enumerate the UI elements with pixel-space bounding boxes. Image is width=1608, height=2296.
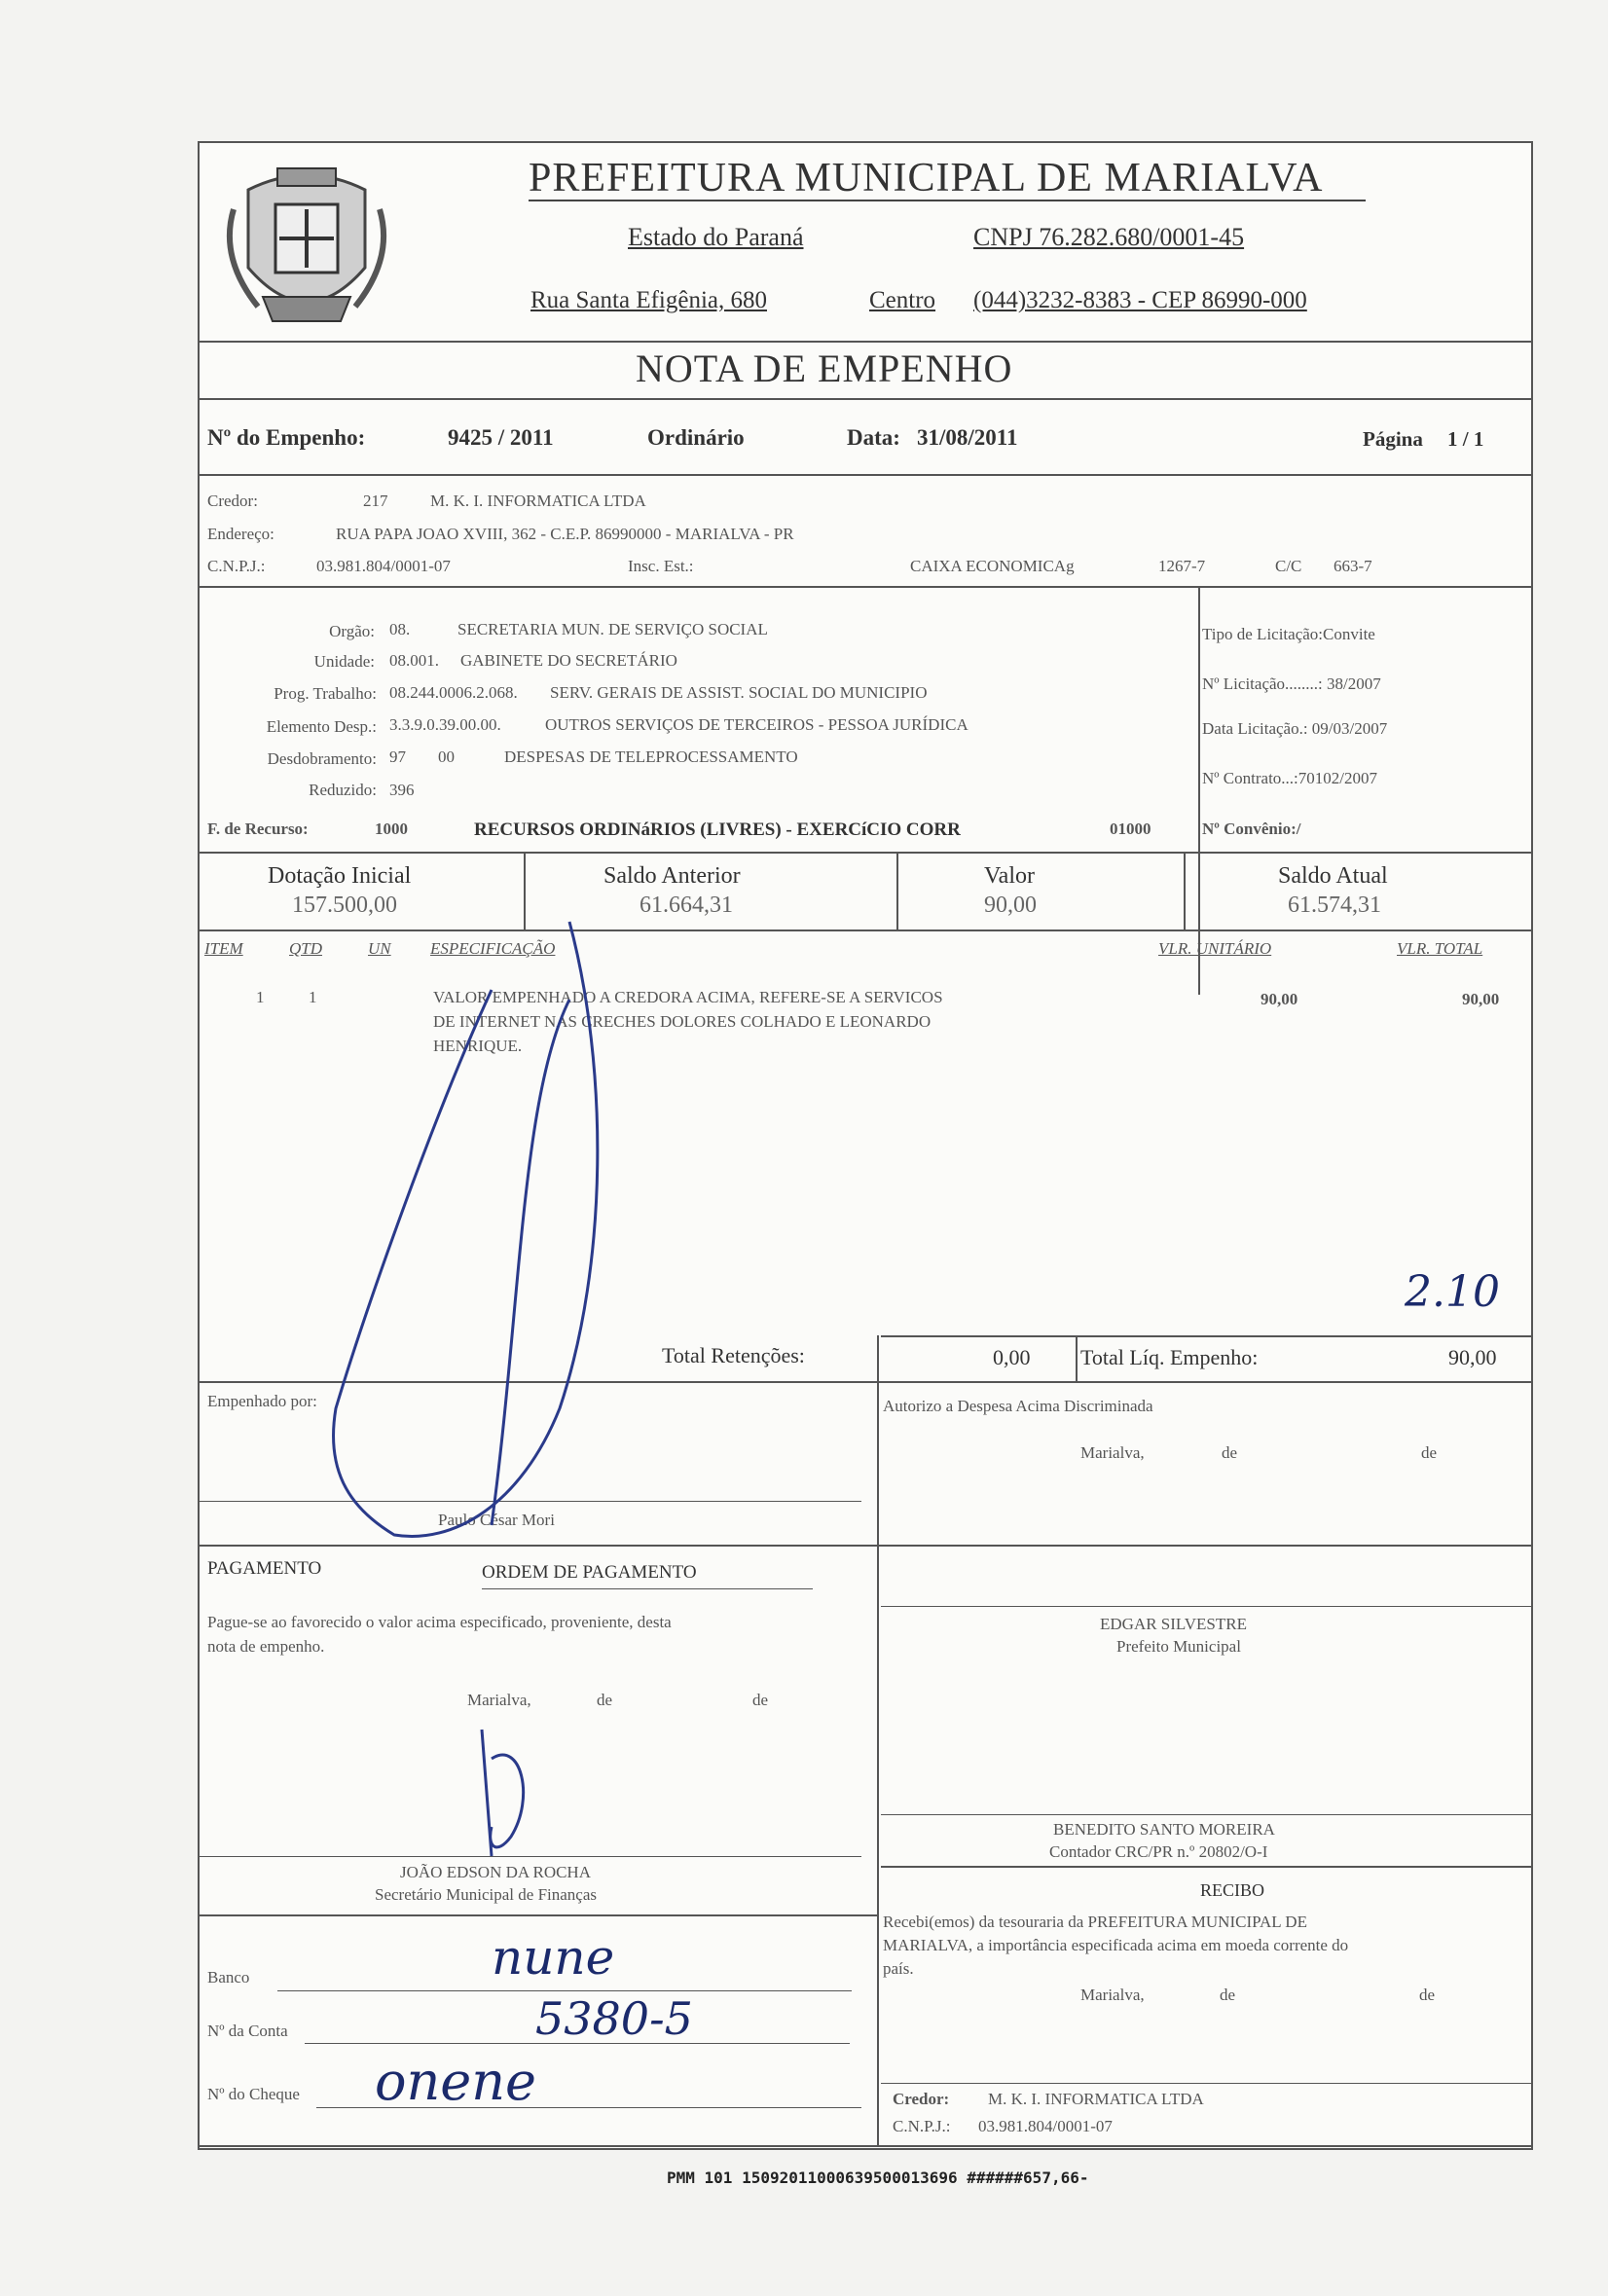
banco-handwritten: nune bbox=[492, 1929, 615, 1986]
item-description-line3: HENRIQUE. bbox=[433, 1037, 523, 1055]
saldo-anterior-value: 61.664,31 bbox=[640, 893, 733, 918]
total-liquido-label: Total Líq. Empenho: bbox=[1080, 1345, 1259, 1369]
unidade-label: Unidade: bbox=[313, 652, 375, 671]
prog-trabalho-code: 08.244.0006.2.068. bbox=[389, 683, 518, 702]
numero-licitacao: Nº Licitação........: 38/2007 bbox=[1202, 674, 1381, 693]
secretario-role: Secretário Municipal de Finanças bbox=[375, 1885, 598, 1904]
item-description-line2: DE INTERNET NAS CRECHES DOLORES COLHADO E LEONARDO bbox=[433, 1012, 932, 1031]
tipo-licitacao: Tipo de Licitação:Convite bbox=[1202, 625, 1375, 643]
conta-handwritten: 5380-5 bbox=[535, 1992, 693, 2045]
elemento-despesa-label: Elemento Desp.: bbox=[266, 717, 377, 736]
footer-code: PMM 101 15092011000639500013696 ######657,66- bbox=[667, 2168, 1089, 2187]
fonte-recurso-name: RECURSOS ORDINáRIOS (LIVRES) - EXERCíCIO CORR bbox=[474, 820, 961, 840]
page-number: 1 / 1 bbox=[1447, 427, 1484, 451]
orgao-code: 08. bbox=[389, 620, 411, 638]
cheque-label: Nº do Cheque bbox=[207, 2085, 300, 2103]
item-quantity: 1 bbox=[309, 988, 317, 1006]
fonte-recurso-code: 1000 bbox=[375, 820, 408, 838]
recibo-title: RECIBO bbox=[1200, 1880, 1265, 1900]
valor-label: Valor bbox=[984, 863, 1035, 889]
municipal-coat-of-arms-icon bbox=[209, 151, 404, 346]
recibo-de-1: de bbox=[1220, 1986, 1236, 2004]
total-retencoes-label: Total Retenções: bbox=[662, 1343, 805, 1367]
fonte-recurso-number: 01000 bbox=[1110, 820, 1151, 838]
credor-address: RUA PAPA JOAO XVIII, 362 - C.E.P. 86990000 - MARIALVA - PR bbox=[336, 525, 794, 543]
cheque-handwritten: onene bbox=[375, 2051, 536, 2112]
handwritten-note: 2.10 bbox=[1405, 1267, 1500, 1317]
pagamento-de-2: de bbox=[752, 1691, 769, 1709]
empenhado-por-name: Paulo César Mori bbox=[438, 1511, 555, 1529]
recibo-de-2: de bbox=[1419, 1986, 1436, 2004]
elemento-despesa-name: OUTROS SERVIÇOS DE TERCEIROS - PESSOA JURÍDICA bbox=[545, 715, 968, 734]
recibo-credor-value: M. K. I. INFORMATICA LTDA bbox=[988, 2090, 1204, 2108]
valor-value: 90,00 bbox=[984, 893, 1037, 918]
dotacao-inicial-value: 157.500,00 bbox=[292, 893, 397, 918]
column-valor-unitario: VLR. UNITÁRIO bbox=[1158, 939, 1272, 958]
prefeito-role: Prefeito Municipal bbox=[1116, 1637, 1241, 1656]
orgao-label: Orgão: bbox=[329, 622, 375, 640]
credor-cnpj-label: C.N.P.J.: bbox=[207, 557, 266, 575]
pagamento-label: PAGAMENTO bbox=[207, 1558, 322, 1579]
empenho-type: Ordinário bbox=[647, 425, 745, 450]
credor-agency: 1267-7 bbox=[1158, 557, 1206, 575]
credor-cnpj: 03.981.804/0001-07 bbox=[316, 557, 451, 575]
banco-label: Banco bbox=[207, 1968, 250, 1986]
empenhado-por-label: Empenhado por: bbox=[207, 1392, 317, 1410]
saldo-atual-value: 61.574,31 bbox=[1288, 893, 1381, 918]
recibo-cnpj-label: C.N.P.J.: bbox=[893, 2117, 951, 2135]
prog-trabalho-name: SERV. GERAIS DE ASSIST. SOCIAL DO MUNICIPIO bbox=[550, 683, 928, 702]
credor-name: M. K. I. INFORMATICA LTDA bbox=[430, 492, 646, 510]
document-title: NOTA DE EMPENHO bbox=[636, 346, 1013, 390]
empenho-number-label: Nº do Empenho: bbox=[207, 425, 366, 450]
autorizo-place: Marialva, bbox=[1080, 1443, 1145, 1462]
recibo-text-line2: MARIALVA, a importância especificada acima em moeda corrente do bbox=[883, 1936, 1349, 1954]
saldo-atual-label: Saldo Atual bbox=[1278, 863, 1388, 889]
autorizo-text: Autorizo a Despesa Acima Discriminada bbox=[883, 1397, 1153, 1415]
saldo-anterior-label: Saldo Anterior bbox=[603, 863, 741, 889]
item-description-line1: VALOR EMPENHADO A CREDORA ACIMA, REFERE-SE A SERVICOS bbox=[433, 988, 943, 1006]
orgao-name: SECRETARIA MUN. DE SERVIÇO SOCIAL bbox=[457, 620, 768, 638]
municipality-district: Centro bbox=[869, 287, 936, 313]
pagamento-de-1: de bbox=[597, 1691, 613, 1709]
item-number: 1 bbox=[256, 988, 265, 1006]
municipality-title: PREFEITURA MUNICIPAL DE MARIALVA bbox=[529, 156, 1324, 200]
empenho-number: 9425 / 2011 bbox=[448, 425, 554, 450]
insc-est-label: Insc. Est.: bbox=[628, 557, 694, 575]
contador-name: BENEDITO SANTO MOREIRA bbox=[1053, 1820, 1275, 1839]
desdobramento-label: Desdobramento: bbox=[267, 749, 377, 768]
reduzido-label: Reduzido: bbox=[309, 781, 377, 799]
conta-label: Nº da Conta bbox=[207, 2022, 288, 2040]
column-qtd: QTD bbox=[289, 939, 323, 958]
state-name: Estado do Paraná bbox=[628, 223, 804, 251]
recibo-place: Marialva, bbox=[1080, 1986, 1145, 2004]
reduzido-code: 396 bbox=[389, 781, 415, 799]
fonte-recurso-label: F. de Recurso: bbox=[207, 820, 309, 838]
unidade-code: 08.001. bbox=[389, 651, 439, 670]
empenho-date: 31/08/2011 bbox=[917, 425, 1018, 450]
recibo-text-line3: país. bbox=[883, 1959, 914, 1978]
municipality-street: Rua Santa Efigênia, 680 bbox=[530, 287, 767, 313]
column-un: UN bbox=[368, 939, 391, 958]
pagamento-place: Marialva, bbox=[467, 1691, 531, 1709]
dotacao-inicial-label: Dotação Inicial bbox=[268, 863, 412, 889]
item-total-value: 90,00 bbox=[1462, 990, 1500, 1008]
autorizo-de-2: de bbox=[1421, 1443, 1438, 1462]
column-valor-total: VLR. TOTAL bbox=[1397, 939, 1483, 958]
page-label: Página bbox=[1363, 427, 1423, 451]
numero-contrato: Nº Contrato...:70102/2007 bbox=[1202, 769, 1377, 787]
credor-cc-label: C/C bbox=[1275, 557, 1302, 575]
empenho-date-label: Data: bbox=[847, 425, 900, 450]
numero-convenio: Nº Convênio:/ bbox=[1202, 820, 1301, 838]
data-licitacao: Data Licitação.: 09/03/2007 bbox=[1202, 719, 1388, 738]
desdobramento-sub: 00 bbox=[438, 747, 455, 766]
nota-de-empenho-document bbox=[198, 141, 1533, 2150]
prog-trabalho-label: Prog. Trabalho: bbox=[274, 684, 377, 703]
recibo-text-line1: Recebi(emos) da tesouraria da PREFEITURA MUNICIPAL DE bbox=[883, 1913, 1307, 1931]
desdobramento-name: DESPESAS DE TELEPROCESSAMENTO bbox=[504, 747, 798, 766]
ordem-pagamento-label: ORDEM DE PAGAMENTO bbox=[482, 1562, 697, 1583]
credor-account: 663-7 bbox=[1334, 557, 1372, 575]
credor-code: 217 bbox=[363, 492, 388, 510]
autorizo-de-1: de bbox=[1222, 1443, 1238, 1462]
elemento-despesa-code: 3.3.9.0.39.00.00. bbox=[389, 715, 501, 734]
credor-label: Credor: bbox=[207, 492, 258, 510]
municipality-cnpj: CNPJ 76.282.680/0001-45 bbox=[973, 223, 1245, 251]
credor-bank: CAIXA ECONOMICAg bbox=[910, 557, 1075, 575]
recibo-cnpj-value: 03.981.804/0001-07 bbox=[978, 2117, 1113, 2135]
pagamento-text-line2: nota de empenho. bbox=[207, 1637, 325, 1656]
column-item: ITEM bbox=[204, 939, 243, 958]
item-unit-value: 90,00 bbox=[1261, 990, 1298, 1008]
pagamento-text-line1: Pague-se ao favorecido o valor acima especificado, proveniente, desta bbox=[207, 1613, 672, 1631]
prefeito-name: EDGAR SILVESTRE bbox=[1100, 1615, 1247, 1633]
desdobramento-code: 97 bbox=[389, 747, 406, 766]
total-retencoes-value: 0,00 bbox=[993, 1345, 1031, 1369]
recibo-credor-label: Credor: bbox=[893, 2090, 950, 2108]
municipality-phone-cep: (044)3232-8383 - CEP 86990-000 bbox=[973, 287, 1307, 313]
column-especificacao: ESPECIFICAÇÃO bbox=[430, 939, 556, 958]
secretario-name: JOÃO EDSON DA ROCHA bbox=[400, 1863, 591, 1881]
contador-role: Contador CRC/PR n.º 20802/O-I bbox=[1049, 1842, 1268, 1861]
unidade-name: GABINETE DO SECRETÁRIO bbox=[460, 651, 677, 670]
total-liquido-value: 90,00 bbox=[1448, 1345, 1497, 1369]
address-label: Endereço: bbox=[207, 525, 274, 543]
